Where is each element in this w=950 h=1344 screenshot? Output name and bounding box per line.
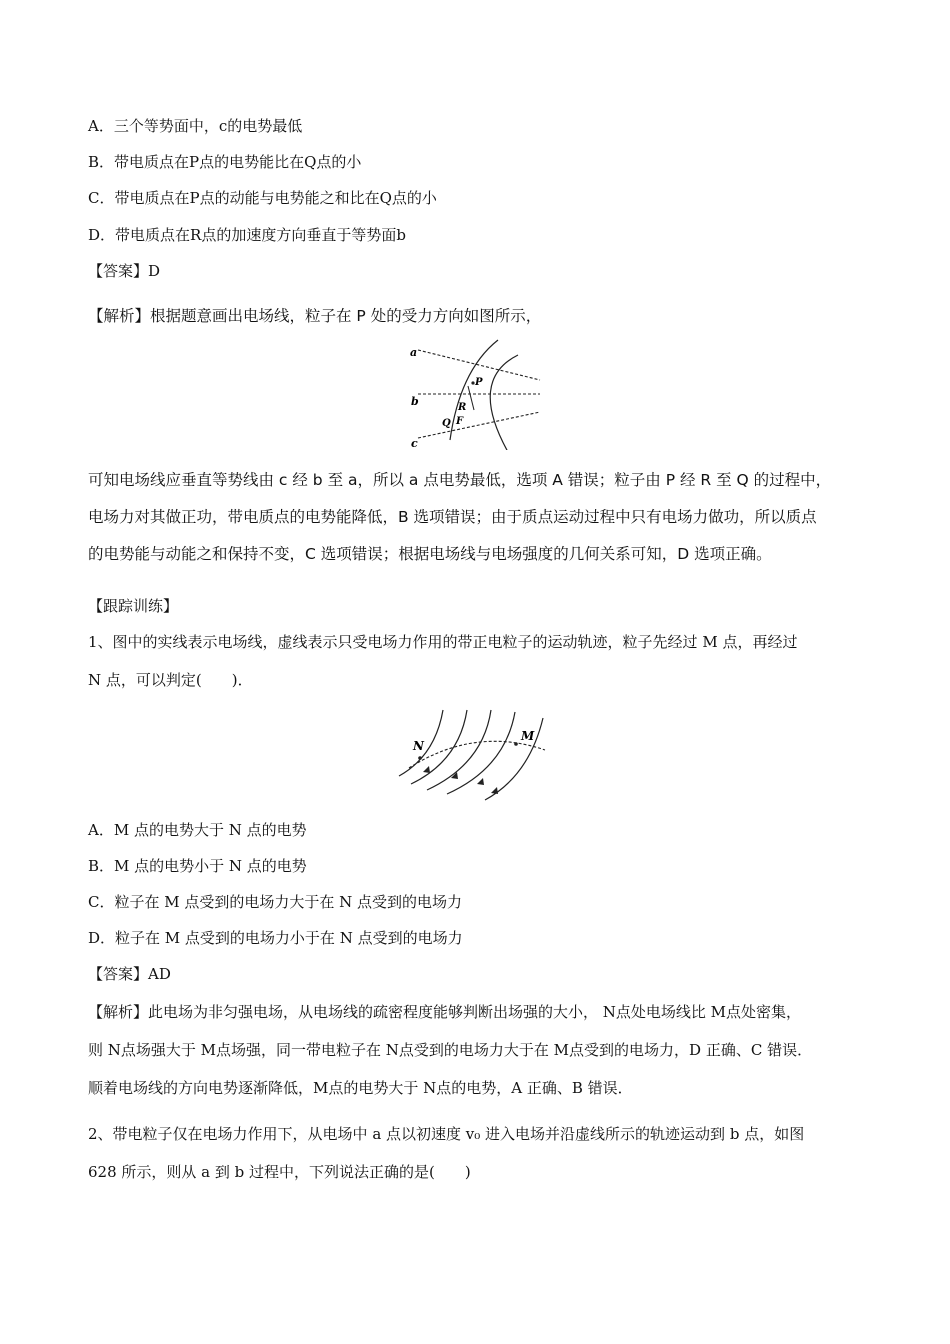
option-c: C．带电质点在P点的动能与电势能之和比在Q点的小 bbox=[88, 189, 437, 207]
q1-analysis-line-1: 【解析】此电场为非匀强电场，从电场线的疏密程度能够判断出场强的大小， N点处电场线比 M点处密集， bbox=[88, 1003, 802, 1021]
label-b: b bbox=[411, 395, 419, 408]
point-n-dot bbox=[418, 756, 422, 760]
arrow-head-1 bbox=[423, 766, 430, 773]
label-f: F bbox=[456, 416, 464, 427]
equipotential-line-c bbox=[418, 412, 540, 438]
q1-option-d: D．粒子在 M 点受到的电场力小于在 N 点受到的电场力 bbox=[88, 929, 463, 947]
q2-stem-line-2: 628 所示，则从 a 到 b 过程中，下列说法正确的是( ) bbox=[88, 1163, 471, 1181]
equipotential-figure bbox=[408, 330, 548, 450]
answer-label: 【答案】D bbox=[88, 262, 161, 280]
analysis-line-2: 电场力对其做正功，带电质点的电势能降低，B 选项错误；由于质点运动过程中只有电场力做功，所以质点 bbox=[88, 508, 817, 526]
field-line-curve bbox=[490, 355, 518, 450]
q1-option-b: B．M 点的电势小于 N 点的电势 bbox=[88, 857, 307, 875]
analysis-intro: 【解析】根据题意画出电场线，粒子在 P 处的受力方向如图所示， bbox=[88, 307, 542, 325]
equipotential-line-a bbox=[418, 350, 540, 380]
arrow-head-3 bbox=[477, 778, 484, 785]
label-n: N bbox=[413, 739, 424, 753]
option-a: A．三个等势面中，c的电势最低 bbox=[88, 117, 303, 135]
field-line-3 bbox=[427, 710, 491, 790]
label-a: a bbox=[410, 346, 418, 359]
label-p: P bbox=[475, 377, 483, 388]
q1-analysis-line-3: 顺着电场线的方向电势逐渐降低，M点的电势大于 N点的电势，A 正确、B 错误． bbox=[88, 1079, 633, 1097]
label-r: R bbox=[458, 402, 467, 413]
force-arrow bbox=[468, 386, 474, 410]
q1-stem-line-1: 1、图中的实线表示电场线，虚线表示只受电场力作用的带正电粒子的运动轨迹，粒子先经过 M 点，再经过 bbox=[88, 633, 798, 651]
label-q: Q bbox=[442, 418, 451, 429]
q1-analysis-line-2: 则 N点场强大于 M点场强，同一带电粒子在 N点受到的电场力大于在 M点受到的电场力，D 正确、C 错误． bbox=[88, 1041, 813, 1059]
q1-option-c: C．粒子在 M 点受到的电场力大于在 N 点受到的电场力 bbox=[88, 893, 463, 911]
q1-stem-line-2: N 点，可以判定( )． bbox=[88, 671, 253, 689]
arrow-head-4 bbox=[491, 787, 498, 794]
analysis-line-1: 可知电场线应垂直等势线由 c 经 b 至 a，所以 a 点电势最低，选项 A 错误；粒子由 P 经 R 至 Q 的过程中， bbox=[88, 471, 832, 489]
q1-option-a: A．M 点的电势大于 N 点的电势 bbox=[88, 821, 307, 839]
point-m-dot bbox=[514, 742, 518, 746]
q2-stem-line-1: 2、带电粒子仅在电场力作用下，从电场中 a 点以初速度 v₀ 进入电场并沿虚线所示的轨迹运动到 b 点，如图 bbox=[88, 1125, 805, 1143]
field-lines-figure bbox=[395, 706, 555, 806]
option-b: B．带电质点在P点的电势能比在Q点的小 bbox=[88, 153, 362, 171]
option-d: D．带电质点在R点的加速度方向垂直于等势面b bbox=[88, 226, 406, 244]
label-c: c bbox=[411, 437, 418, 450]
tracking-heading: 【跟踪训练】 bbox=[88, 597, 179, 615]
analysis-line-3: 的电势能与动能之和保持不变，C 选项错误；根据电场线与电场强度的几何关系可知，D 选项正确。 bbox=[88, 545, 772, 563]
q1-answer: 【答案】AD bbox=[88, 965, 171, 983]
label-m: M bbox=[521, 729, 535, 743]
